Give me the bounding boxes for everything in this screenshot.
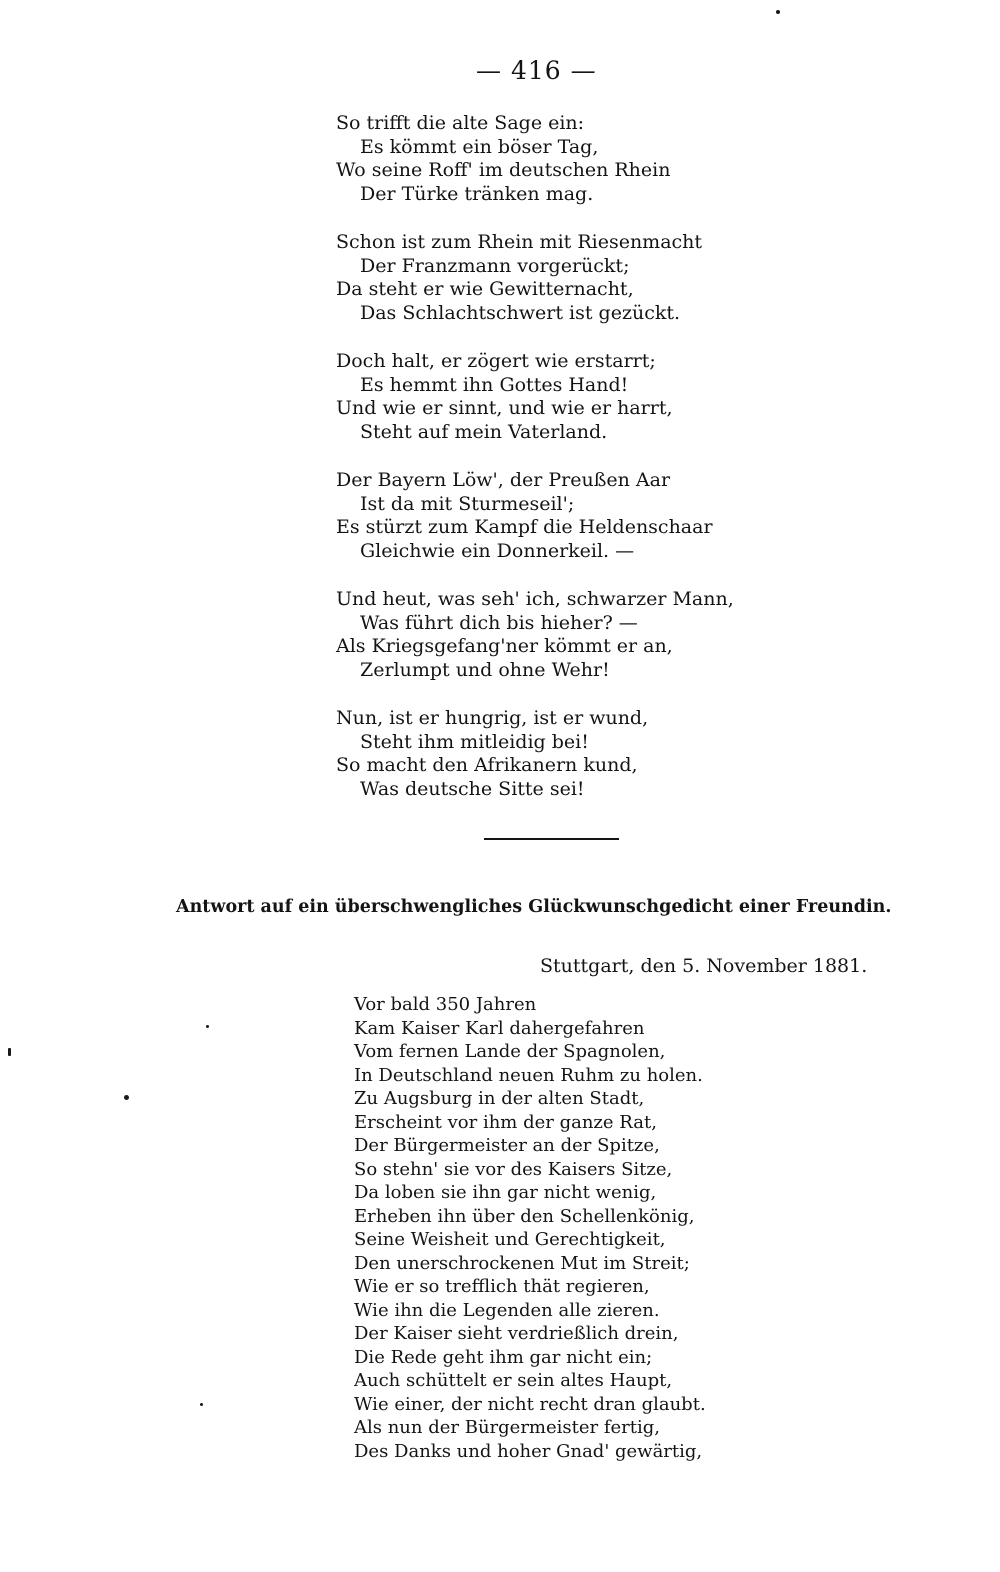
poem-line: Zerlumpt und ohne Wehr! bbox=[360, 658, 610, 681]
poem-line: Was deutsche Sitte sei! bbox=[360, 777, 585, 800]
poem-line: Erheben ihn über den Schellenkönig, bbox=[354, 1205, 695, 1227]
stanza-4 bbox=[336, 469, 756, 563]
poem-line: So trifft die alte Sage ein: bbox=[336, 112, 585, 134]
poem-line: Vor bald 350 Jahren bbox=[354, 994, 537, 1015]
poem-line: Der Franzmann vorgerückt; bbox=[360, 254, 630, 277]
poem-line: Und heut, was seh' ich, schwarzer Mann, bbox=[336, 588, 734, 610]
poem-line: Wo seine Roff' im deutschen Rhein bbox=[336, 159, 671, 181]
section-divider bbox=[484, 838, 619, 840]
poem-line: Es kömmt ein böser Tag, bbox=[360, 135, 599, 158]
scan-speck bbox=[200, 1403, 203, 1406]
poem-one bbox=[336, 112, 756, 826]
stanza-3 bbox=[336, 350, 756, 444]
poem-line: Kam Kaiser Karl dahergefahren bbox=[354, 1017, 645, 1039]
poem-line: Wie ihn die Legenden alle zieren. bbox=[354, 1299, 660, 1321]
poem-line: Da loben sie ihn gar nicht wenig, bbox=[354, 1182, 657, 1203]
poem-line: Steht auf mein Vaterland. bbox=[360, 420, 608, 443]
poem-two bbox=[354, 993, 774, 1463]
poem-line: Und wie er sinnt, und wie er harrt, bbox=[336, 397, 673, 419]
poem-line: So stehn' sie vor des Kaisers Sitze, bbox=[354, 1158, 673, 1180]
poem-line: Gleichwie ein Donnerkeil. — bbox=[360, 539, 635, 562]
stanza-5 bbox=[336, 588, 756, 682]
poem-line: Das Schlachtschwert ist gezückt. bbox=[360, 301, 681, 324]
poem-line: Der Bürgermeister an der Spitze, bbox=[354, 1135, 660, 1156]
poem-line: Der Türke tränken mag. bbox=[360, 182, 594, 205]
poem-line: In Deutschland neuen Ruhm zu holen. bbox=[354, 1064, 703, 1086]
poem-line: Als Kriegsgefang'ner kömmt er an, bbox=[336, 635, 673, 657]
poem-line: Es stürzt zum Kampf die Heldenschaar bbox=[336, 516, 713, 538]
poem-line: Der Kaiser sieht verdrießlich drein, bbox=[354, 1323, 679, 1344]
poem-line: Erscheint vor ihm der ganze Rat, bbox=[354, 1111, 657, 1133]
poem-line: Ist da mit Sturmeseil'; bbox=[360, 492, 575, 515]
poem-line: Auch schüttelt er sein altes Haupt, bbox=[354, 1370, 673, 1391]
poem-line: Zu Augsburg in der alten Stadt, bbox=[354, 1088, 645, 1109]
poem-line: Was führt dich bis hieher? — bbox=[360, 611, 638, 634]
poem-line: Steht ihm mitleidig bei! bbox=[360, 730, 589, 753]
poem-line: Schon ist zum Rhein mit Riesenmacht bbox=[336, 231, 703, 253]
dateline: Stuttgart, den 5. November 1881. bbox=[540, 955, 868, 977]
poem-line: Als nun der Bürgermeister fertig, bbox=[354, 1417, 660, 1438]
scan-speck bbox=[124, 1095, 129, 1100]
poem-line: Wie einer, der nicht recht dran glaubt. bbox=[354, 1393, 706, 1415]
poem-line: Doch halt, er zögert wie erstarrt; bbox=[336, 350, 656, 372]
poem-line: Die Rede geht ihm gar nicht ein; bbox=[354, 1346, 653, 1368]
page-number: — 416 — bbox=[476, 56, 597, 85]
scan-speck bbox=[776, 10, 780, 14]
poem-line: Vom fernen Lande der Spagnolen, bbox=[354, 1041, 666, 1062]
poem-heading: Antwort auf ein überschwengliches Glückwunschgedicht einer Freundin. bbox=[176, 897, 892, 917]
scan-speck bbox=[8, 1048, 11, 1056]
poem-line: Nun, ist er hungrig, ist er wund, bbox=[336, 707, 649, 729]
poem-line: Es hemmt ihn Gottes Hand! bbox=[360, 373, 629, 396]
stanza-6 bbox=[336, 707, 756, 801]
poem-line: Seine Weisheit und Gerechtigkeit, bbox=[354, 1229, 666, 1250]
scan-speck bbox=[206, 1025, 209, 1028]
poem-line: Der Bayern Löw', der Preußen Aar bbox=[336, 469, 671, 491]
poem-line: Wie er so trefflich thät regieren, bbox=[354, 1276, 650, 1297]
poem-line: Des Danks und hoher Gnad' gewärtig, bbox=[354, 1440, 703, 1462]
poem-line: So macht den Afrikanern kund, bbox=[336, 754, 638, 776]
stanza-2 bbox=[336, 231, 756, 325]
stanza-1 bbox=[336, 112, 756, 206]
poem-line: Den unerschrockenen Mut im Streit; bbox=[354, 1252, 690, 1274]
poem-line: Da steht er wie Gewitternacht, bbox=[336, 278, 634, 300]
